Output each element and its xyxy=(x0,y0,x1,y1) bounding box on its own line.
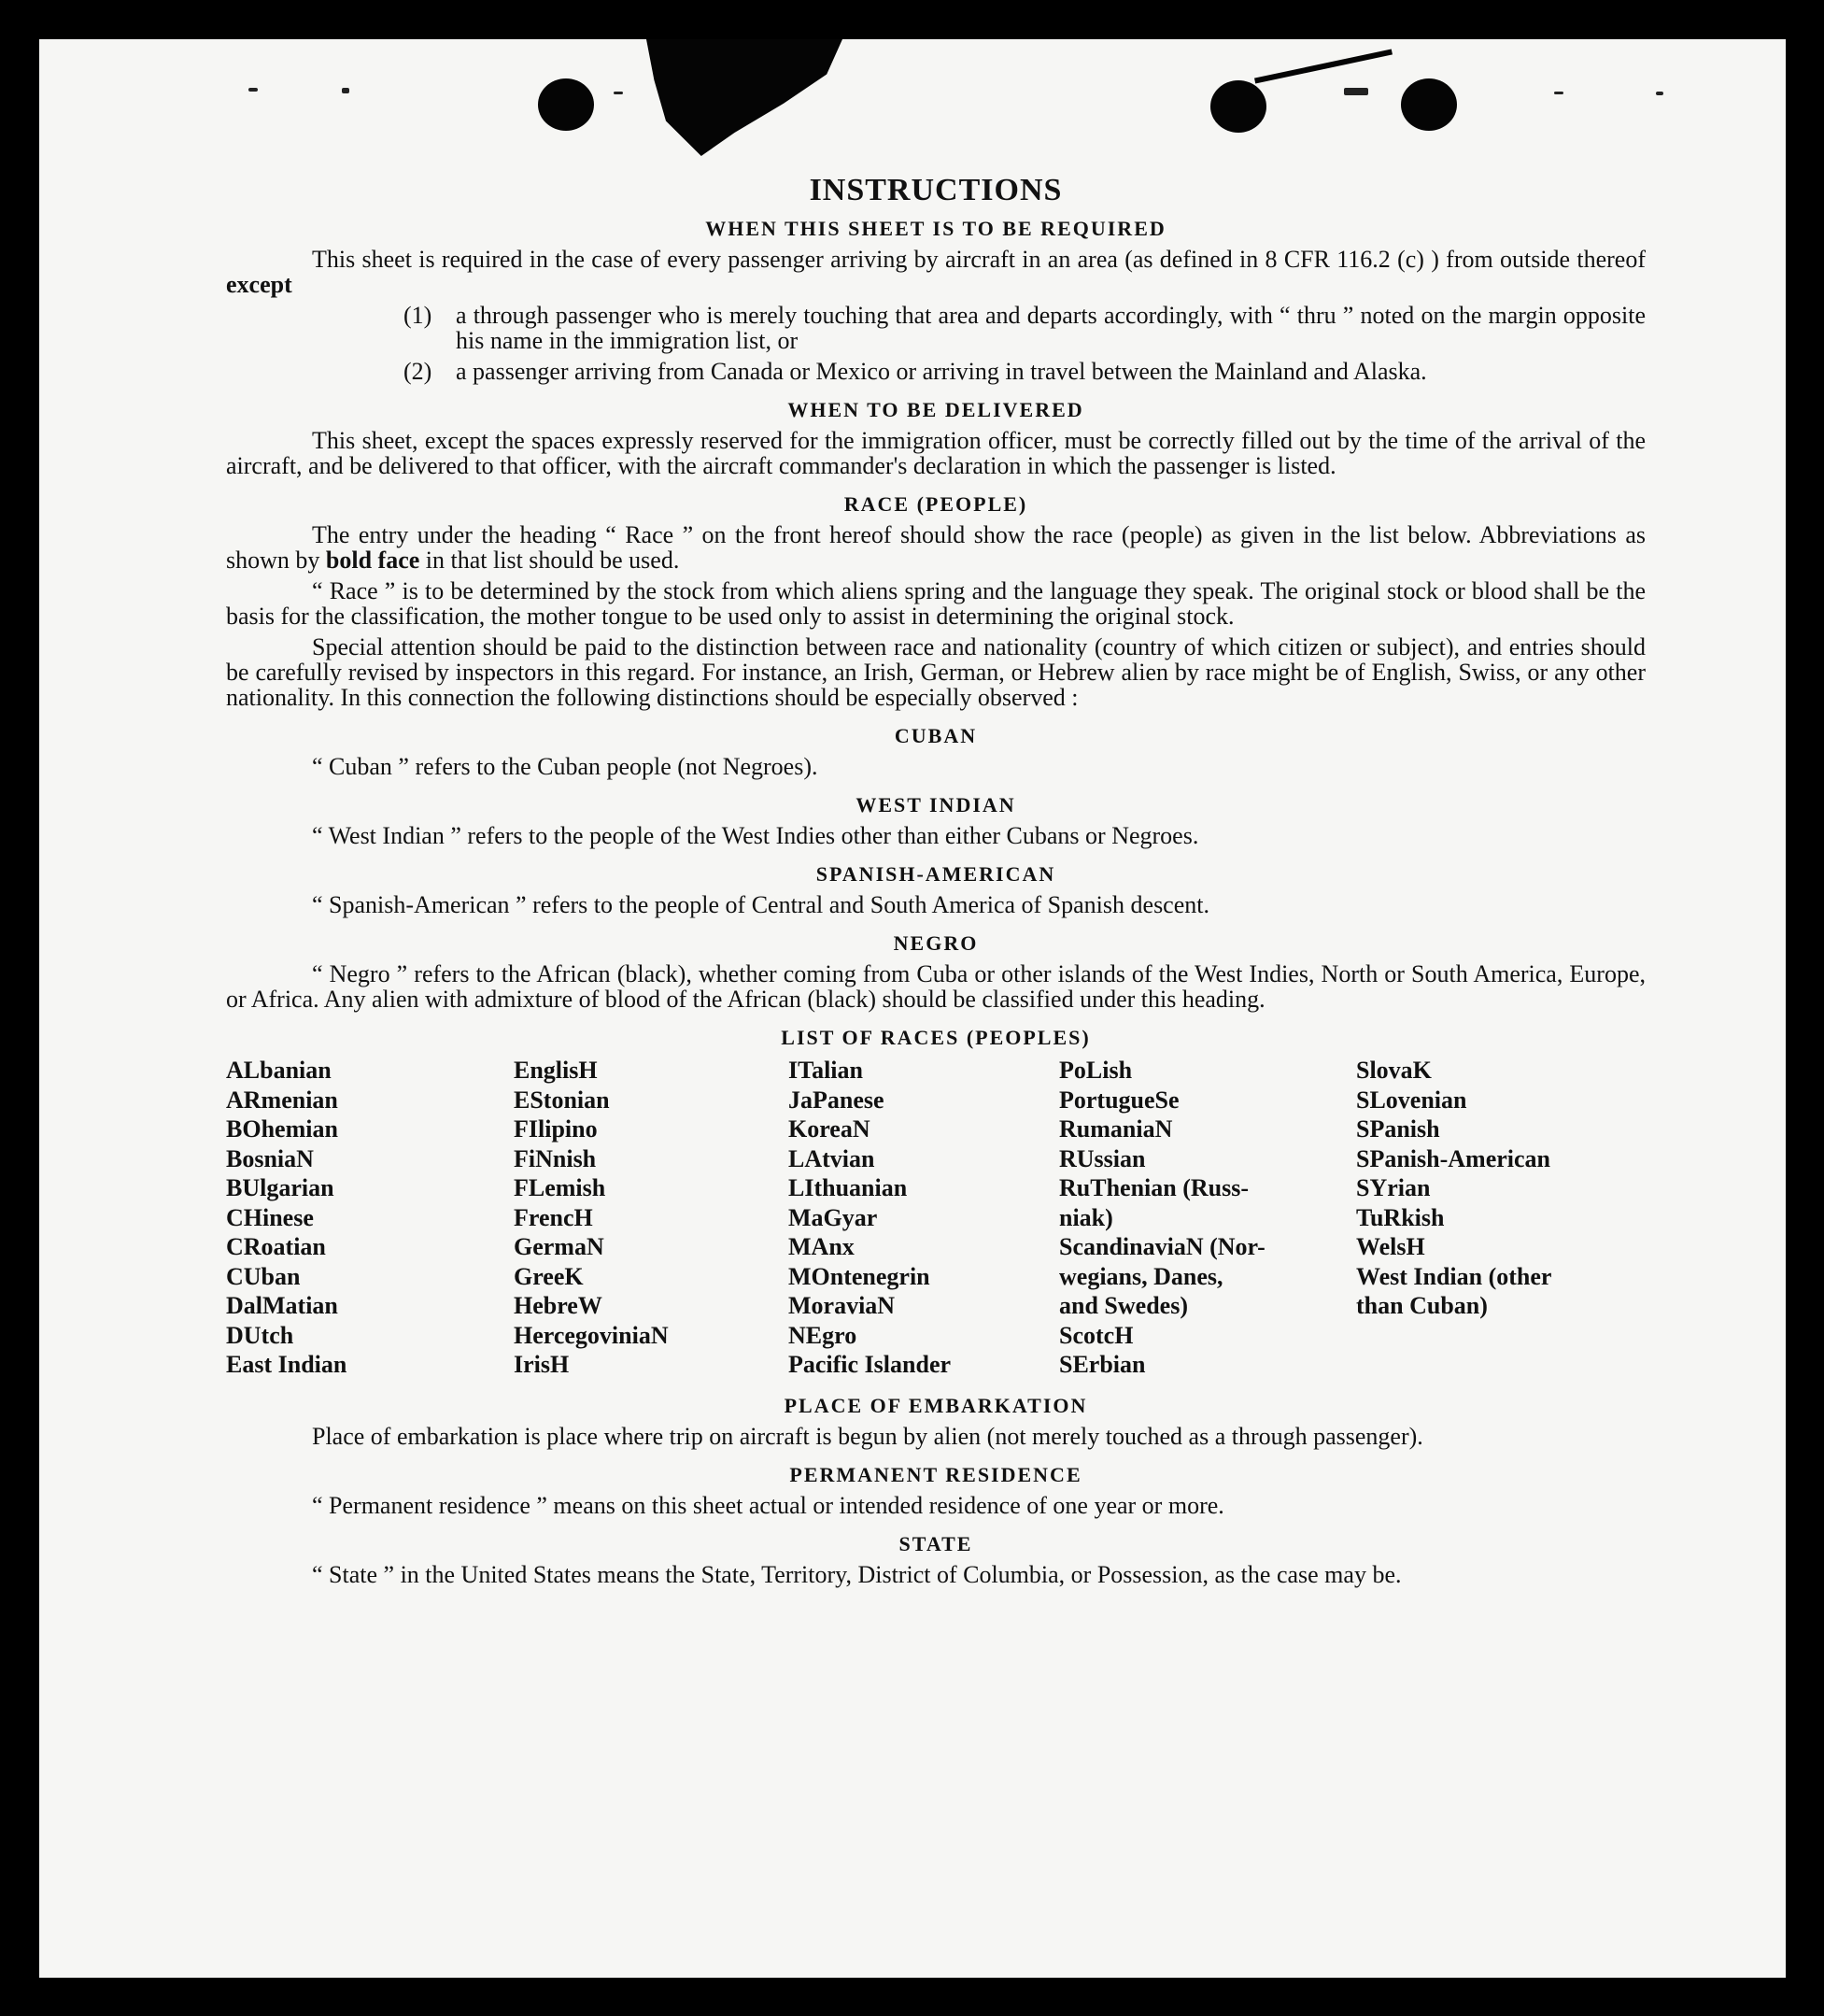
punch-hole-right xyxy=(1401,78,1457,131)
race-list-item: SlovaK xyxy=(1356,1057,1432,1084)
section-heading-negro: NEGRO xyxy=(893,931,979,955)
clause-number: (1) xyxy=(403,302,432,329)
race-list-item: RuThenian (Russ- niak) xyxy=(1059,1174,1250,1231)
race-list-item: SErbian xyxy=(1059,1351,1146,1378)
embarkation-paragraph: Place of embarkation is place where trip on aircraft is begun by alien (not merely touched as a through passenger). xyxy=(312,1422,1423,1450)
instructions-content xyxy=(226,170,1646,1587)
race-column-3 xyxy=(788,1056,1059,1380)
race-list-item: CRoatian xyxy=(226,1233,326,1260)
race-list-item: MOntenegrin xyxy=(788,1262,930,1290)
race-list-item: EnglisH xyxy=(514,1057,598,1084)
race-list-item: ALbanian xyxy=(226,1057,332,1084)
tear-streak xyxy=(1254,49,1393,83)
section-heading-west-indian: WEST INDIAN xyxy=(855,793,1016,816)
section-heading-list-of-races: LIST OF RACES (PEOPLES) xyxy=(781,1026,1091,1049)
race-list-item: BOhemian xyxy=(226,1115,338,1143)
race-list-item: LIthuanian xyxy=(788,1174,908,1201)
section-heading-required: WHEN THIS SHEET IS TO BE REQUIRED xyxy=(705,217,1167,240)
punch-hole-left xyxy=(538,78,594,131)
speck xyxy=(1344,88,1368,95)
race-list-item: PoLish xyxy=(1059,1057,1133,1084)
section-heading-residence: PERMANENT RESIDENCE xyxy=(789,1462,1082,1486)
clause-text: a through passenger who is merely touching that area and departs accordingly, with “ thru ” noted on the margin opposite his name in the immigration list, or xyxy=(456,302,1646,354)
punch-hole-center xyxy=(1210,80,1266,133)
clause-item xyxy=(403,303,1646,353)
section-heading-race: RACE (PEOPLE) xyxy=(843,492,1028,516)
section-heading-cuban: CUBAN xyxy=(894,724,978,747)
race-column-5 xyxy=(1356,1056,1636,1380)
race-list-item: SPanish-American xyxy=(1356,1144,1550,1172)
race-list-item: ITalian xyxy=(788,1057,863,1084)
required-intro-bold: except xyxy=(226,271,292,298)
race-list-item: FiNnish xyxy=(514,1144,597,1172)
race-paragraph-3: Special attention should be paid to the distinction between race and nationality (country of which citizen or subject), and entries should be carefully revised by inspectors in this regard. For instance, an Irish, German, or Hebrew alien by race might be of English, Swiss, or any other nationality. In this connection the following distinctions should be especially observed : xyxy=(226,633,1646,711)
required-intro: This sheet is required in the case of every passenger arriving by aircraft in an area (as defined in 8 CFR 116.2 (c) ) from outside thereof xyxy=(312,246,1646,273)
torn-corner xyxy=(646,39,842,156)
race-list-item: Pacific Islander xyxy=(788,1351,952,1378)
race-list-item: GreeK xyxy=(514,1262,584,1290)
section-heading-delivered: WHEN TO BE DELIVERED xyxy=(787,398,1084,421)
race-list-item: HercegoviniaN xyxy=(514,1321,669,1349)
race-list xyxy=(226,1056,1646,1380)
race-list-item: ScotcH xyxy=(1059,1321,1134,1349)
race-list-item: FLemish xyxy=(514,1174,606,1201)
race-list-item: TuRkish xyxy=(1356,1203,1445,1231)
race-list-item: ScandinaviaN (Nor- wegians, Danes, and Swedes) xyxy=(1059,1233,1265,1319)
race-list-item: SYrian xyxy=(1356,1174,1431,1201)
race-list-item: DUtch xyxy=(226,1321,294,1349)
race-list-item: EStonian xyxy=(514,1086,610,1114)
page-title: INSTRUCTIONS xyxy=(809,173,1063,207)
speck xyxy=(248,88,258,92)
race-list-item: PortugueSe xyxy=(1059,1086,1180,1114)
race-list-item: CUban xyxy=(226,1262,301,1290)
required-paragraph xyxy=(226,247,1646,297)
race-p1-end: in that list should be used. xyxy=(425,547,680,574)
race-list-item: ARmenian xyxy=(226,1086,338,1114)
race-list-item: FIlipino xyxy=(514,1115,598,1143)
clause-item xyxy=(403,359,1646,384)
race-paragraph-2: “ Race ” is to be determined by the stock from which aliens spring and the language they speak. The original stock or blood shall be the basis for the classification, the mother tongue to be used only to assist in determining the original stock. xyxy=(226,577,1646,630)
race-list-item: CHinese xyxy=(226,1203,314,1231)
spanish-american-paragraph: “ Spanish-American ” refers to the people of Central and South America of Spanish descent. xyxy=(312,891,1209,918)
race-list-item: MaGyar xyxy=(788,1203,878,1231)
clause-text: a passenger arriving from Canada or Mexico or arriving in travel between the Mainland and Alaska. xyxy=(456,358,1427,385)
race-list-item: West Indian (other than Cuban) xyxy=(1356,1262,1552,1319)
section-heading-spanish-american: SPANISH-AMERICAN xyxy=(815,862,1056,886)
race-list-item: GermaN xyxy=(514,1233,604,1260)
speck xyxy=(1554,92,1563,94)
race-list-item: NEgro xyxy=(788,1321,857,1349)
race-column-4 xyxy=(1059,1056,1356,1380)
race-column-2 xyxy=(514,1056,788,1380)
race-list-item: WelsH xyxy=(1356,1233,1425,1260)
race-list-item: MAnx xyxy=(788,1233,855,1260)
race-paragraph-1 xyxy=(226,522,1646,573)
delivered-paragraph: This sheet, except the spaces expressly reserved for the immigration officer, must be correctly filled out by the time of the arrival of the aircraft, and be delivered to that officer, with the aircraft commander's declaration in which the passenger is listed. xyxy=(226,427,1646,479)
race-list-item: DalMatian xyxy=(226,1292,338,1319)
race-list-item: MoraviaN xyxy=(788,1292,896,1319)
race-list-item: RumaniaN xyxy=(1059,1115,1173,1143)
negro-paragraph: “ Negro ” refers to the African (black), whether coming from Cuba or other islands of the West Indies, North or South America, Europe, or Africa. Any alien with admixture of blood of the African (black) should be classified under this heading. xyxy=(226,960,1646,1013)
race-list-item: SPanish xyxy=(1356,1115,1440,1143)
race-column-1 xyxy=(226,1056,514,1380)
speck xyxy=(1656,92,1663,95)
section-heading-state: STATE xyxy=(898,1531,973,1555)
speck xyxy=(614,92,623,94)
document-page xyxy=(39,39,1786,1978)
west-indian-paragraph: “ West Indian ” refers to the people of the West Indies other than either Cubans or Negroes. xyxy=(312,822,1199,849)
race-list-item: KoreaN xyxy=(788,1115,870,1143)
clause-number: (2) xyxy=(403,358,432,385)
race-list-item: LAtvian xyxy=(788,1144,875,1172)
race-list-item: SLovenian xyxy=(1356,1086,1467,1114)
race-list-item: IrisH xyxy=(514,1351,570,1378)
state-paragraph: “ State ” in the United States means the State, Territory, District of Columbia, or Possession, as the case may be. xyxy=(312,1560,1402,1588)
cuban-paragraph: “ Cuban ” refers to the Cuban people (not Negroes). xyxy=(312,753,818,780)
race-list-item: BosniaN xyxy=(226,1144,314,1172)
race-list-item: RUssian xyxy=(1059,1144,1146,1172)
race-list-item: HebreW xyxy=(514,1292,602,1319)
race-p1-start: The entry under the heading “ Race ” on the front hereof should show the race (people) as given in the list below. Abbreviations as shown by xyxy=(226,521,1646,574)
race-list-item: FrencH xyxy=(514,1203,593,1231)
race-list-item: BUlgarian xyxy=(226,1174,334,1201)
race-list-item: JaPanese xyxy=(788,1086,884,1114)
residence-paragraph: “ Permanent residence ” means on this sheet actual or intended residence of one year or more. xyxy=(312,1491,1224,1519)
speck xyxy=(342,88,349,93)
race-list-item: East Indian xyxy=(226,1351,347,1378)
section-heading-embarkation: PLACE OF EMBARKATION xyxy=(784,1393,1088,1417)
race-p1-bold: bold face xyxy=(325,547,420,574)
